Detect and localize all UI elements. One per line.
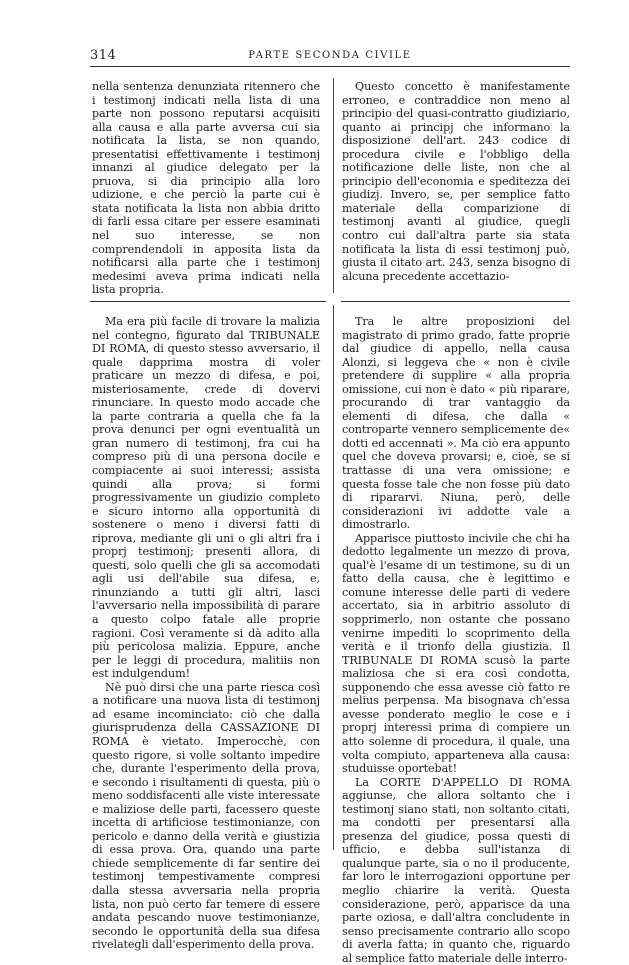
column-divider-bottom — [333, 305, 334, 850]
paragraph: Tra le altre proposizioni del magistrato di primo grado, fatte proprie dal giudice di appello, nella causa Alonzi, si leggeva che « non è civile pretendere di supplire « alla propria omissione, cui non è dato « più riparare, procurando di trar vantaggio da elementi di difesa, che dalla « controparte vennero semplicemente de« dotti ed accennati ». Ma ciò era appunto quel che doveva provarsi; e, cioè, se si trattasse di una vera omissione; e questa fosse tale che non fosse più dato di ripararvi. Niuna, però, delle considerazioni ivi addotte vale a dimostrarlo. — [342, 315, 570, 532]
bottom-left-column — [92, 315, 320, 952]
paragraph: Questo concetto è manifestamente erroneo, e contraddice non meno al principio del quasi-contratto giudiziario, quanto ai principj che informano la disposizione dell'art. 243 codice di procedura civile e l'obbligo della notificazione delle liste, non che al principio dell'economia e speditezza dei giudizj. Invero, se, per semplice fatto materiale della comparizione di testimonj avanti al giudice, quegli contro cui dall'altra parte sia stata notificata la lista di essi testimonj può, giusta il citato art. 243, senza bisogno di alcuna precedente accettazio- — [342, 80, 570, 283]
section-rule-right — [341, 301, 570, 302]
top-right-column — [342, 80, 570, 283]
paragraph: nella sentenza denunziata ritennero che i testimonj indicati nella lista di una parte non possono reputarsi acquisiti alla causa e alla parte avversa cui sia notificata la lista, se non quando, presentatisi effettivamente i testimonj innanzi al giudice delegato per la pruova, si dia principio alla loro udizione, e che perciò la parte cui è stata notificata la lista non abbia dritto di farli essa citare per essere esaminati nel suo interesse, se non comprendendoli in apposita lista da notificarsi alla parte che i testimonj medesimi aveva prima indicati nella lista propria. — [92, 80, 320, 297]
paragraph: Ma era più facile di trovare la malizia nel contegno, figurato dal TRIBUNALE DI ROMA, di questo stesso avversario, il quale dapprima mostra di voler praticare un mezzo di difesa, e poi, misteriosamente, crede di dovervi rinunciare. In questo modo accade che la parte contraria a quella che fa la prova denunci per ogni eventualità un gran numero di testimonj, fra cui ha compreso più di una persona docile e compiacente ai suoi interessi; assista quindi alla prova; si formi progressivamente un giudizio completo e sicuro intorno alla opportunità di sostenere o meno i diversi fatti di riprova, mediante gli uni o gli altri fra i proprj testimonj; presenti allora, di questi, solo quelli che gli sa accomodati agli usi dell'abile sua difesa, e, rinunziando a tutti gli altri, lasci l'avversario nella impossibilità di parare a questo colpo fatale alle proprie ragioni. Così veramente si dà adito alla più pericolosa malizia. Eppure, anche per le leggi di procedura, malitiis non est indulgendum! — [92, 315, 320, 681]
running-title: PARTE SECONDA CIVILE — [248, 50, 412, 61]
column-divider-top — [333, 78, 334, 293]
paragraph: La CORTE D'APPELLO DI ROMA aggiunse, che allora soltanto che i testimonj siano stati, non soltanto citati, ma condotti per presentarsi alla presenza del giudice, possa questi di ufficio, e debba sull'istanza di qualunque parte, sia o no il producente, far loro le interrogazioni opportune per meglio chiarire la verità. Questa considerazione, però, apparisce da una parte oziosa, e dall'altra concludente in senso precisamente contrario allo scopo di averla fatta; in quanto che, riguardo al semplice fatto materiale delle interro- — [342, 775, 570, 965]
top-left-column — [92, 80, 320, 297]
bottom-right-column — [342, 315, 570, 965]
section-rule-left — [90, 301, 326, 302]
paragraph: Apparisce piuttosto incivile che chi ha dedotto legalmente un mezzo di prova, qual'è l'esame di un testimone, su di un fatto della causa, che è legittimo e comune interesse delle parti di vedere accertato, sia in arbitrio assoluto di sopprimerlo, non ostante che possano venirne impediti lo scoprimento della verità e il trionfo della giustizia. Il TRIBUNALE DI ROMA scusò la parte maliziosa che si era così condotta, supponendo che essa avesse ciò fatto re melius perpensa. Ma bisognava ch'essa avesse ponderato meglio le cose e i proprj interessi prima di compiere un atto solenne di procedura, il quale, una volta compiuto, apparteneva alla causa: studuisse oportebat! — [342, 531, 570, 776]
page-header — [90, 44, 570, 64]
paragraph: Nè può dirsi che una parte riesca così a notificare una nuova lista di testimonj ad esame incominciato: ciò che dalla giurisprudenza della CASSAZIONE DI ROMA è vietato. Imperocchè, con questo rigore, si volle soltanto impedire che, durante l'esperimento della prova, e secondo i risultamenti di questa, più o meno soddisfacenti alle viste interessate e maliziose delle parti, facessero queste incetta di artificiose testimonianze, con pericolo e danno della verità e giustizia di essa prova. Ora, quando una parte chiede semplicemente di far sentire dei testimonj tempestivamente compresi dalla stessa avversaria nella propria lista, non può certo far temere di essere andata pescando nuove testimonianze, secondo le opportunità della sua difesa rivelategli dall'esperimento della prova. — [92, 680, 320, 952]
page-number: 314 — [90, 48, 117, 63]
header-rule — [90, 66, 570, 67]
